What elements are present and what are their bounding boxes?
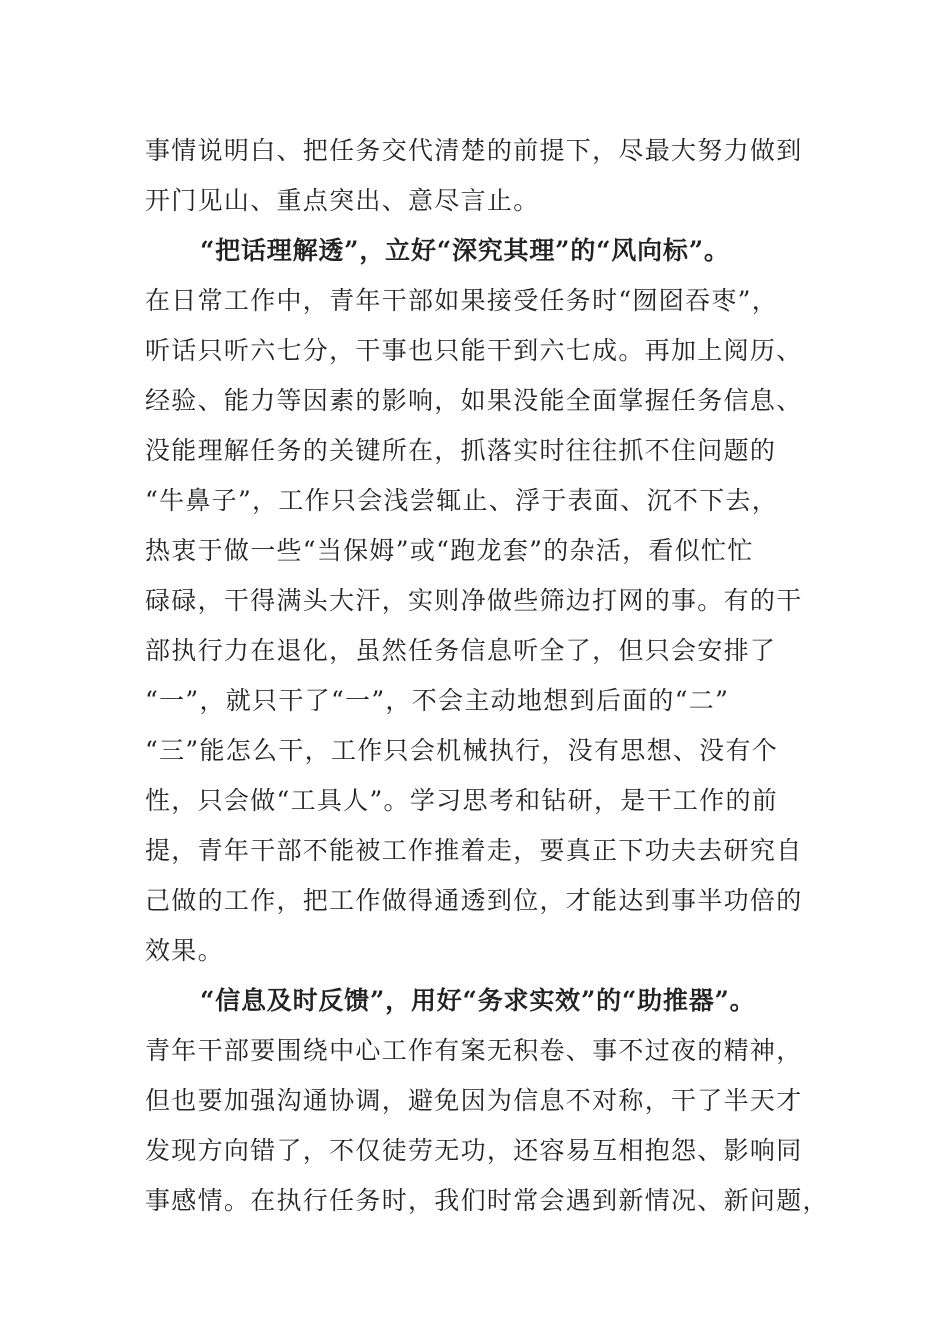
body-text-line: 经验、能力等因素的影响，如果没能全面掌握任务信息、 (145, 386, 803, 415)
body-text-line: 提，青年干部不能被工作推着走，要真正下功夫去研究自 (145, 836, 803, 865)
body-text-line: “牛鼻子”，工作只会浅尝辄止、浮于表面、沉不下去， (145, 486, 779, 515)
body-text-line: “三”能怎么干，工作只会机械执行，没有思想、没有个 (145, 736, 779, 765)
body-text-line: 性，只会做“工具人”。学习思考和钻研，是干工作的前 (145, 786, 779, 815)
body-text-line: 热衷于做一些“当保姆”或“跑龙套”的杂活，看似忙忙 (145, 536, 754, 565)
section-heading: “把话理解透”，立好“深究其理”的“风向标”。 (200, 236, 730, 265)
body-text-line: 开门见山、重点突出、意尽言止。 (145, 186, 540, 215)
section-heading: “信息及时反馈”，用好“务求实效”的“助推器”。 (200, 986, 756, 1015)
body-text-line: 己做的工作，把工作做得通透到位，才能达到事半功倍的 (145, 886, 803, 915)
body-text-line: 效果。 (145, 936, 224, 965)
body-text-line: 听话只听六七分，干事也只能干到六七成。再加上阅历、 (145, 336, 803, 365)
body-text-line: “一”，就只干了“一”，不会主动地想到后面的“二” (145, 686, 730, 715)
body-text-line: 事感情。在执行任务时，我们时常会遇到新情况、新问题， (145, 1186, 829, 1215)
body-text-line: 没能理解任务的关键所在，抓落实时往往抓不住问题的 (145, 436, 777, 465)
body-text-line: 发现方向错了，不仅徒劳无功，还容易互相抱怨、影响同 (145, 1136, 803, 1165)
body-text-line: 事情说明白、把任务交代清楚的前提下，尽最大努力做到 (145, 136, 803, 165)
body-text-line: 青年干部要围绕中心工作有案无积卷、事不过夜的精神， (145, 1036, 803, 1065)
body-text-line: 在日常工作中，青年干部如果接受任务时“囫囵吞枣”， (145, 286, 779, 315)
body-text-line: 碌碌，干得满头大汗，实则净做些筛边打网的事。有的干 (145, 586, 803, 615)
body-text-line: 但也要加强沟通协调，避免因为信息不对称，干了半天才 (145, 1086, 803, 1115)
body-text-line: 部执行力在退化，虽然任务信息听全了，但只会安排了 (145, 636, 777, 665)
